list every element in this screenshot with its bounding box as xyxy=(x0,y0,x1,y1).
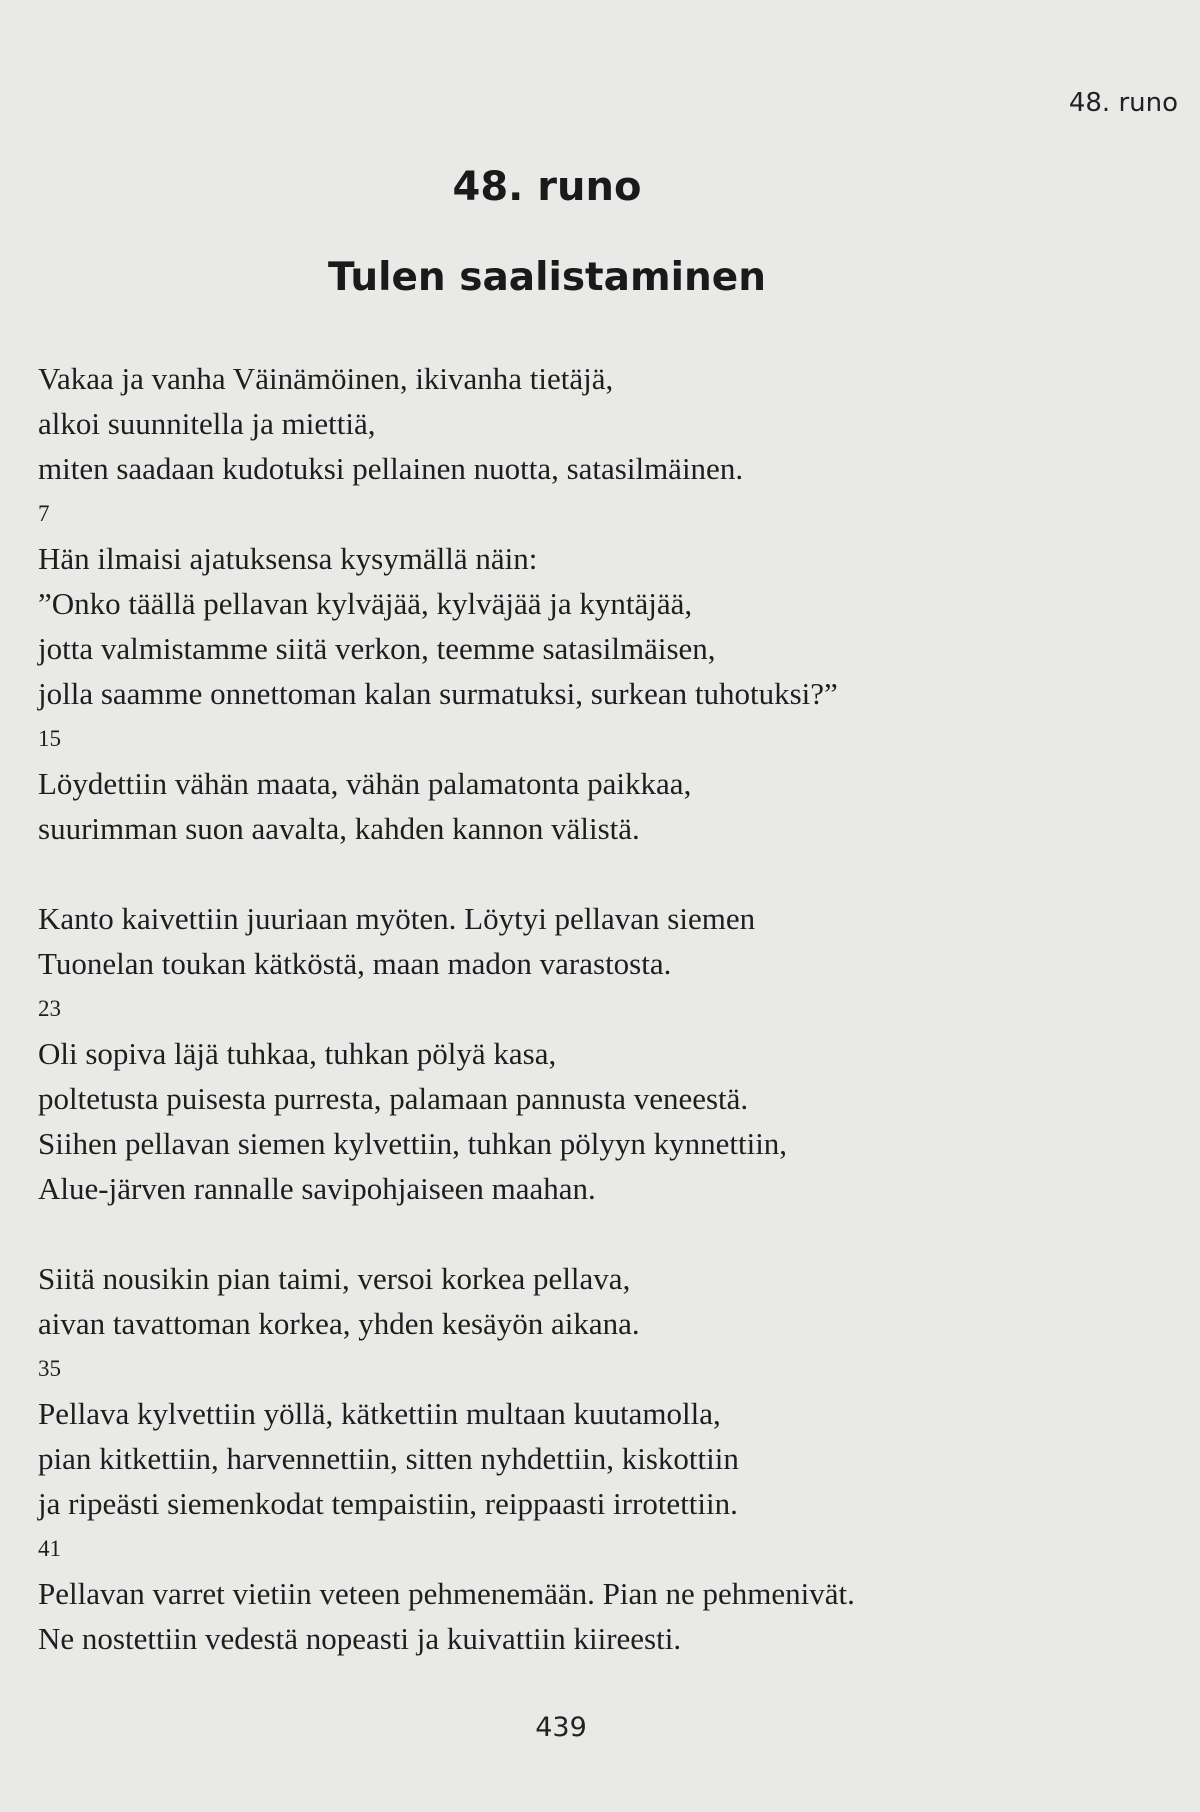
poem-line: Pellava kylvettiin yöllä, kätkettiin multaan kuutamolla, xyxy=(38,1396,721,1431)
poem-line: jolla saamme onnettoman kalan surmatuksi, surkean tuhotuksi?” xyxy=(38,676,838,711)
verse-number: 35 xyxy=(38,1356,61,1381)
poem-line: Vakaa ja vanha Väinämöinen, ikivanha tietäjä, xyxy=(38,361,614,396)
poem-line: alkoi suunnitella ja miettiä, xyxy=(38,406,376,441)
stanza-gap xyxy=(38,851,1088,896)
poem-line: Ne nostettiin vedestä nopeasti ja kuivattiin kiireesti. xyxy=(38,1621,682,1656)
poem-line: miten saadaan kudotuksi pellainen nuotta, satasilmäinen. xyxy=(38,451,744,486)
poem-line: pian kitkettiin, harvennettiin, sitten nyhdettiin, kiskottiin xyxy=(38,1441,739,1476)
poem-line: Pellavan varret vietiin veteen pehmenemään. Pian ne pehmenivät. xyxy=(38,1576,855,1611)
poem-line: suurimman suon aavalta, kahden kannon välistä. xyxy=(38,811,640,846)
chapter-number: 48. runo xyxy=(452,164,642,210)
poem-line: Hän ilmaisi ajatuksensa kysymällä näin: xyxy=(38,541,538,576)
poem-line: Siihen pellavan siemen kylvettiin, tuhkan pölyyn kynnettiin, xyxy=(38,1126,788,1161)
chapter-title: Tulen saalistaminen xyxy=(328,255,766,300)
verse-number: 23 xyxy=(38,996,61,1021)
poem-line: aivan tavattoman korkea, yhden kesäyön aikana. xyxy=(38,1306,640,1341)
poem-line: Kanto kaivettiin juuriaan myöten. Löytyi pellavan siemen xyxy=(38,901,756,936)
poem-line: Löydettiin vähän maata, vähän palamatonta paikkaa, xyxy=(38,766,692,801)
running-header: 48. runo xyxy=(1068,88,1178,118)
poem-line: jotta valmistamme siitä verkon, teemme satasilmäisen, xyxy=(38,631,716,666)
verse-number: 41 xyxy=(38,1536,61,1561)
poem-line: Tuonelan toukan kätköstä, maan madon varastosta. xyxy=(38,946,672,981)
poem-line: Siitä nousikin pian taimi, versoi korkea pellava, xyxy=(38,1261,631,1296)
poem-line: ja ripeästi siemenkodat tempaistiin, reippaasti irrotettiin. xyxy=(38,1486,738,1521)
poem-line: ”Onko täällä pellavan kylväjää, kylväjää ja kyntäjää, xyxy=(38,586,693,621)
poem-line: poltetusta puisesta purresta, palamaan pannusta veneestä. xyxy=(38,1081,749,1116)
poem-text xyxy=(38,356,1088,1661)
page-number: 439 xyxy=(535,1712,587,1743)
poem-line: Oli sopiva läjä tuhkaa, tuhkan pölyä kasa, xyxy=(38,1036,557,1071)
poem-line: Alue-järven rannalle savipohjaiseen maahan. xyxy=(38,1171,596,1206)
verse-number: 7 xyxy=(38,501,50,526)
verse-number: 15 xyxy=(38,726,61,751)
stanza-gap xyxy=(38,1211,1088,1256)
